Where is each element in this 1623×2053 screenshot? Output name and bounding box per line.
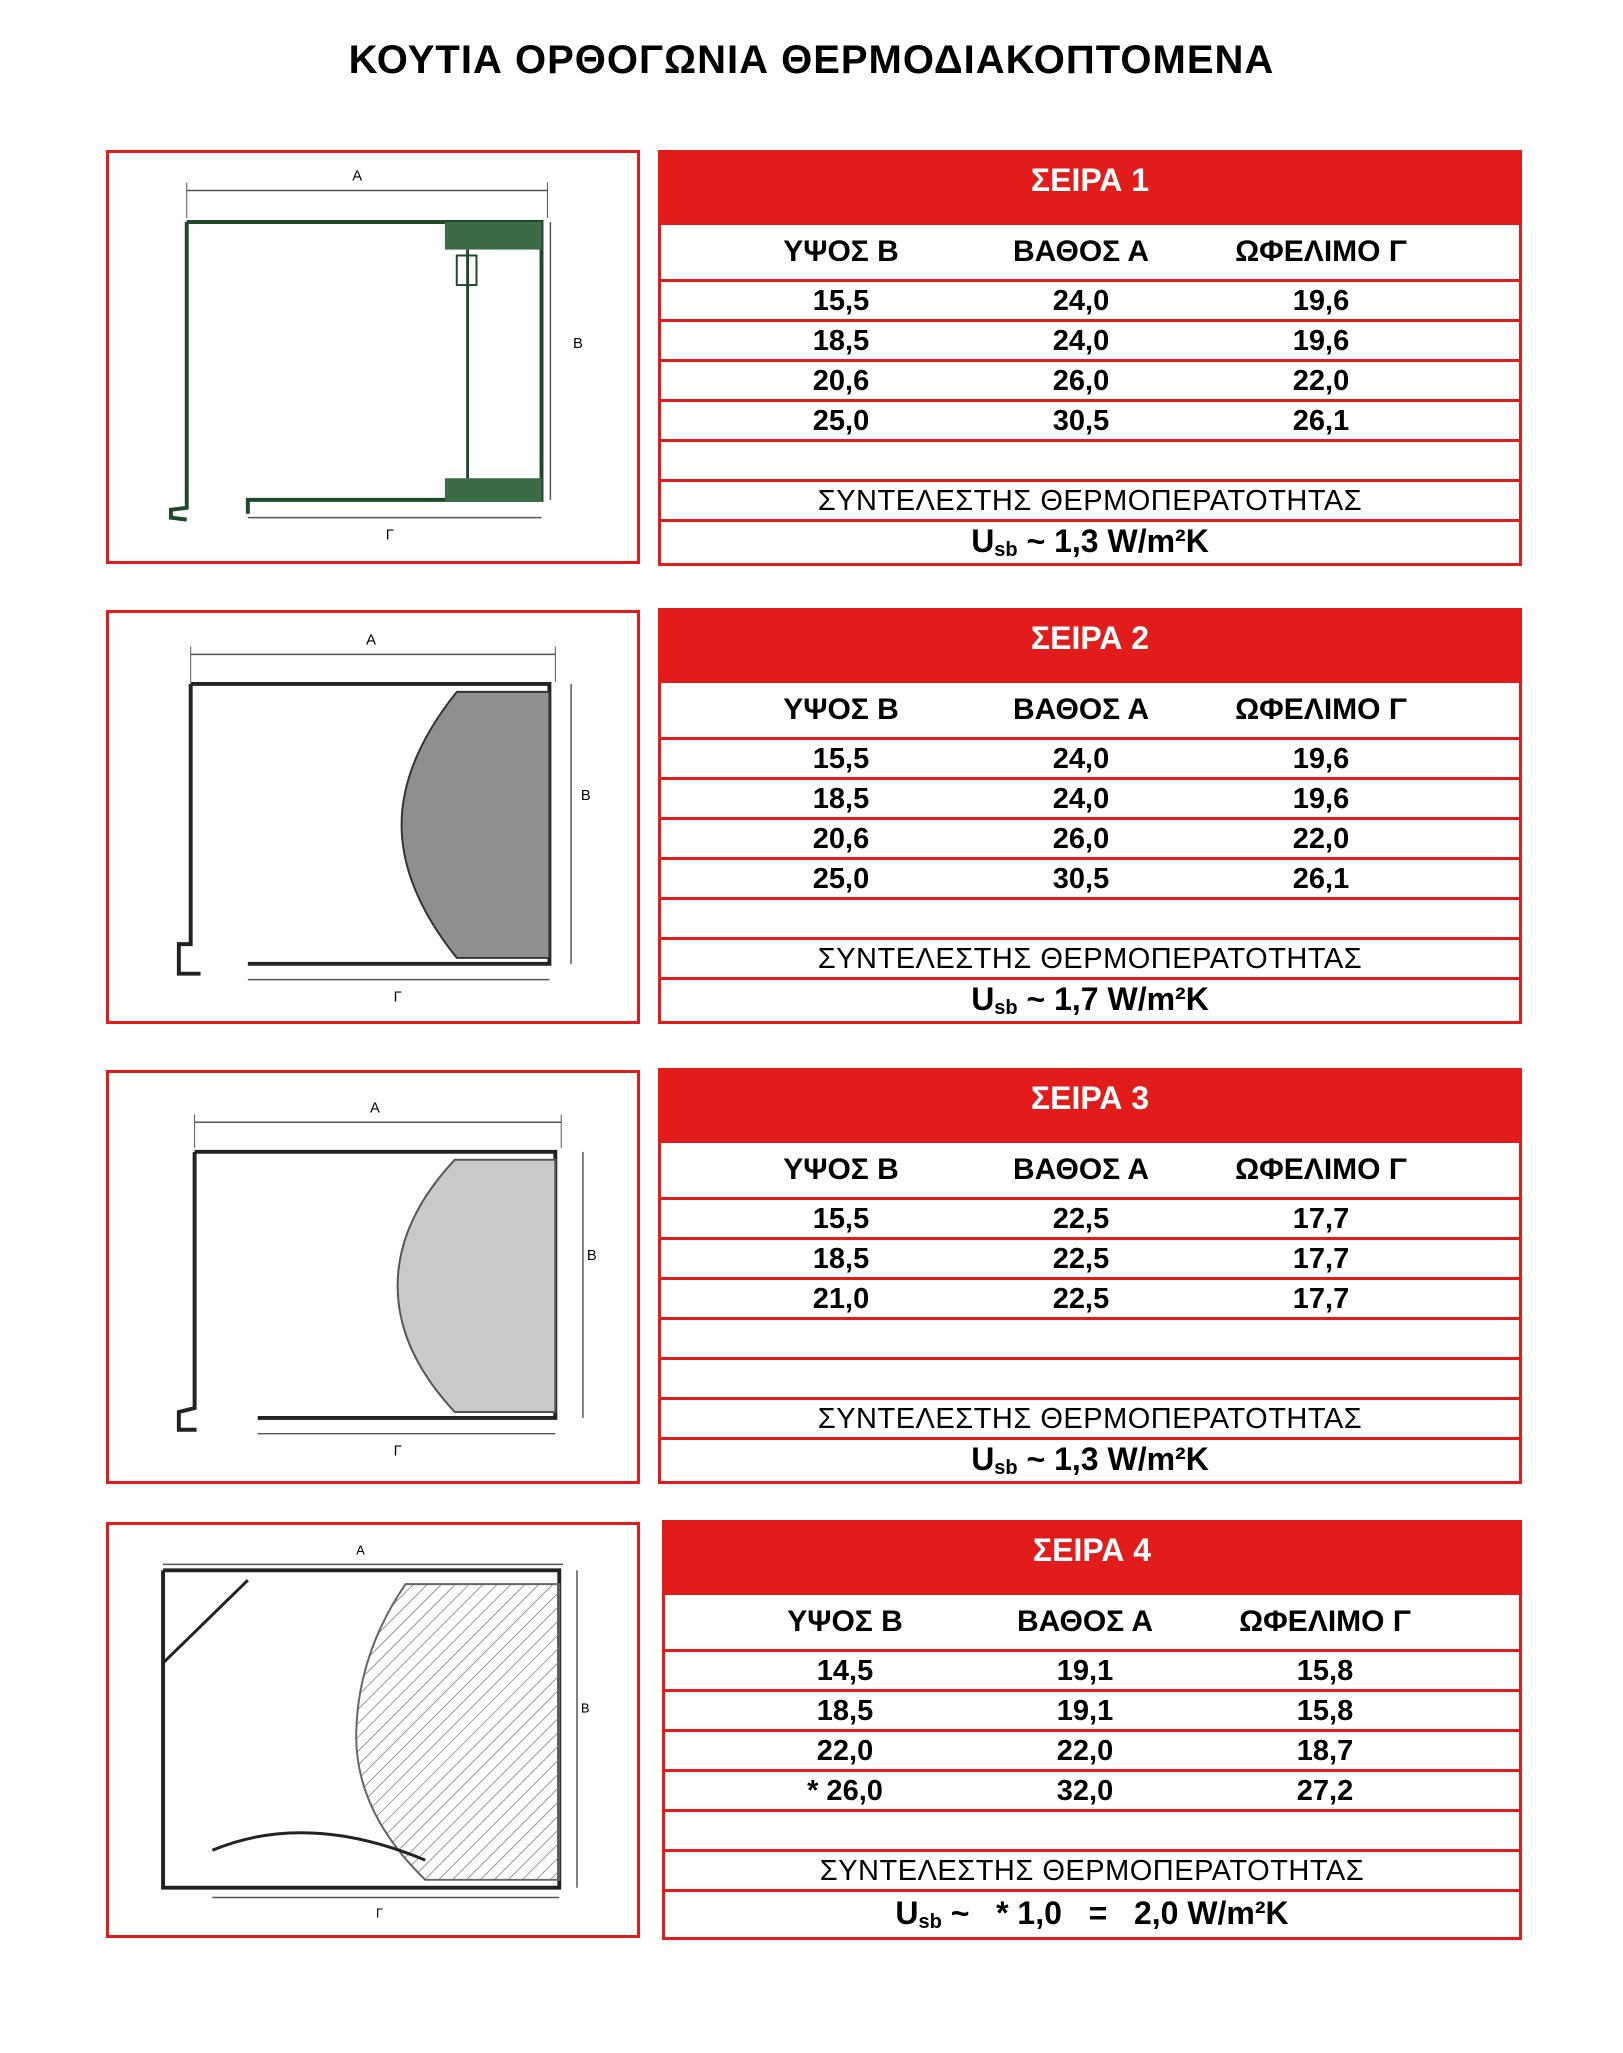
useful-cell: 17,7 <box>1292 1243 1350 1275</box>
depth-cell: 24,0 <box>1052 743 1110 775</box>
dimension-b-label: B <box>586 1248 597 1265</box>
coef-label-row <box>661 937 1519 977</box>
coef-label: ΣΥΝΤΕΛΕΣΤΗΣ ΘΕΡΜΟΠΕΡΑΤΟΤΗΤΑΣ <box>817 485 1363 517</box>
table-row <box>661 1197 1519 1237</box>
table-row-empty <box>661 897 1519 937</box>
table-row-empty <box>661 1317 1519 1357</box>
useful-cell: 15,8 <box>1296 1695 1354 1727</box>
table-row <box>661 1277 1519 1317</box>
useful-cell: 22,0 <box>1292 823 1350 855</box>
series-3-table <box>658 1068 1522 1484</box>
coef-label: ΣΥΝΤΕΛΕΣΤΗΣ ΘΕΡΜΟΠΕΡΑΤΟΤΗΤΑΣ <box>817 1403 1363 1435</box>
coef-value: $U_{sb}$ ~ 1,7 W/m²K <box>971 981 1209 1019</box>
table-row <box>661 1237 1519 1277</box>
height-cell: 18,5 <box>812 1243 870 1275</box>
dimension-b-label: B <box>573 336 583 353</box>
depth-cell: 22,0 <box>1056 1735 1114 1767</box>
table-row <box>665 1769 1519 1809</box>
series-3-drawing <box>106 1070 640 1484</box>
series-2-table <box>658 608 1522 1024</box>
depth-cell: 24,0 <box>1052 325 1110 357</box>
series-4-profile-diagram <box>109 1525 637 1935</box>
table-row <box>661 737 1519 777</box>
coef-label: ΣΥΝΤΕΛΕΣΤΗΣ ΘΕΡΜΟΠΕΡΑΤΟΤΗΤΑΣ <box>817 943 1363 975</box>
coef-value: $U_{sb}$ ~ 1,3 W/m²K <box>971 1441 1209 1479</box>
height-cell: 21,0 <box>812 1283 870 1315</box>
height-cell: 15,5 <box>812 1203 870 1235</box>
column-depth-header: ΒΑΘΟΣ Α <box>1016 1605 1154 1638</box>
useful-cell: 19,6 <box>1292 325 1350 357</box>
useful-cell: 17,7 <box>1292 1203 1350 1235</box>
useful-cell: 26,1 <box>1292 863 1350 895</box>
height-cell: 18,5 <box>816 1695 874 1727</box>
dimension-g-label: Γ <box>393 1443 402 1460</box>
series-4-table <box>662 1520 1522 1940</box>
depth-cell: 26,0 <box>1052 823 1110 855</box>
height-cell: 15,5 <box>812 285 870 317</box>
depth-cell: 22,5 <box>1052 1203 1110 1235</box>
dimension-b-label: B <box>580 788 591 805</box>
useful-cell: 19,6 <box>1292 285 1350 317</box>
useful-cell: 19,6 <box>1292 743 1350 775</box>
useful-cell: 19,6 <box>1292 783 1350 815</box>
depth-cell: 24,0 <box>1052 783 1110 815</box>
useful-cell: 22,0 <box>1292 365 1350 397</box>
series-2-drawing <box>106 610 640 1024</box>
depth-cell: 19,1 <box>1056 1695 1114 1727</box>
dimension-g-label: Γ <box>375 1905 384 1921</box>
table-row <box>661 777 1519 817</box>
dimension-a-label: A <box>366 632 376 649</box>
series-1-drawing <box>106 150 640 564</box>
useful-cell: 18,7 <box>1296 1735 1354 1767</box>
series-1-profile-diagram <box>109 153 637 561</box>
column-height-header: ΥΨΟΣ Β <box>783 1153 899 1186</box>
dimension-g-label: Γ <box>385 527 394 544</box>
dimension-g-label: Γ <box>393 989 402 1006</box>
series-4-title: ΣΕΙΡΑ 4 <box>665 1523 1519 1595</box>
table-row-empty <box>665 1809 1519 1849</box>
table-row-empty <box>661 439 1519 479</box>
table-row <box>661 857 1519 897</box>
useful-cell: 17,7 <box>1292 1283 1350 1315</box>
series-3-title: ΣΕΙΡΑ 3 <box>661 1071 1519 1143</box>
height-cell: 14,5 <box>816 1655 874 1687</box>
height-cell: 15,5 <box>812 743 870 775</box>
series-2-title: ΣΕΙΡΑ 2 <box>661 611 1519 683</box>
column-useful-header: ΩΦΕΛΙΜΟ Γ <box>1235 235 1407 268</box>
height-cell: 20,6 <box>812 365 870 397</box>
table-row <box>665 1689 1519 1729</box>
table-row-empty <box>661 1357 1519 1397</box>
useful-cell: 27,2 <box>1296 1775 1354 1807</box>
dimension-a-label: A <box>370 1100 380 1117</box>
table-row <box>661 319 1519 359</box>
coef-label-row <box>661 1397 1519 1437</box>
useful-cell: 15,8 <box>1296 1655 1354 1687</box>
coef-value-row <box>661 1437 1519 1481</box>
series-3-profile-diagram <box>109 1073 637 1481</box>
depth-cell: 22,5 <box>1052 1283 1110 1315</box>
series-2-profile-diagram <box>109 613 637 1021</box>
column-depth-header: ΒΑΘΟΣ Α <box>1012 1153 1150 1186</box>
depth-cell: 30,5 <box>1052 863 1110 895</box>
coef-value: $U_{sb}$ ~ 1,3 W/m²K <box>971 523 1209 561</box>
dimension-b-label: B <box>580 1700 590 1716</box>
column-height-header: ΥΨΟΣ Β <box>783 235 899 268</box>
depth-cell: 22,5 <box>1052 1243 1110 1275</box>
useful-cell: 26,1 <box>1292 405 1350 437</box>
height-cell: 25,0 <box>812 863 870 895</box>
coef-label-row <box>661 479 1519 519</box>
series-4-drawing <box>106 1522 640 1938</box>
depth-cell: 30,5 <box>1052 405 1110 437</box>
table-row <box>661 817 1519 857</box>
column-useful-header: ΩΦΕΛΙΜΟ Γ <box>1239 1605 1411 1638</box>
table-row <box>661 399 1519 439</box>
series-1-title: ΣΕΙΡΑ 1 <box>661 153 1519 225</box>
depth-cell: 19,1 <box>1056 1655 1114 1687</box>
dimension-a-label: A <box>352 168 363 185</box>
coef-label: ΣΥΝΤΕΛΕΣΤΗΣ ΘΕΡΜΟΠΕΡΑΤΟΤΗΤΑΣ <box>819 1855 1365 1887</box>
coef-value-row <box>661 977 1519 1021</box>
page-title: ΚΟΥΤΙΑ ΟΡΘΟΓΩΝΙΑ ΘΕΡΜΟΔΙΑΚΟΠΤΟΜΕΝΑ <box>348 38 1275 82</box>
column-height-header: ΥΨΟΣ Β <box>783 693 899 726</box>
height-cell: 20,6 <box>812 823 870 855</box>
column-height-header: ΥΨΟΣ Β <box>787 1605 903 1638</box>
coef-label-row <box>665 1849 1519 1889</box>
column-useful-header: ΩΦΕΛΙΜΟ Γ <box>1235 693 1407 726</box>
dimension-a-label: A <box>356 1542 365 1558</box>
height-cell: 18,5 <box>812 325 870 357</box>
coef-value-row <box>665 1889 1519 1937</box>
height-cell: 18,5 <box>812 783 870 815</box>
column-depth-header: ΒΑΘΟΣ Α <box>1012 235 1150 268</box>
table-row <box>661 359 1519 399</box>
coef-value: $U_{sb}$ ~ * 1,0 = 2,0 W/m²K <box>895 1895 1289 1933</box>
height-cell: 22,0 <box>816 1735 874 1767</box>
coef-value-row <box>661 519 1519 563</box>
series-1-table <box>658 150 1522 566</box>
depth-cell: 32,0 <box>1056 1775 1114 1807</box>
column-depth-header: ΒΑΘΟΣ Α <box>1012 693 1150 726</box>
column-useful-header: ΩΦΕΛΙΜΟ Γ <box>1235 1153 1407 1186</box>
depth-cell: 26,0 <box>1052 365 1110 397</box>
height-cell: 25,0 <box>812 405 870 437</box>
table-row <box>665 1729 1519 1769</box>
depth-cell: 24,0 <box>1052 285 1110 317</box>
table-row <box>661 279 1519 319</box>
table-row <box>665 1649 1519 1689</box>
height-cell: * 26,0 <box>807 1775 883 1807</box>
